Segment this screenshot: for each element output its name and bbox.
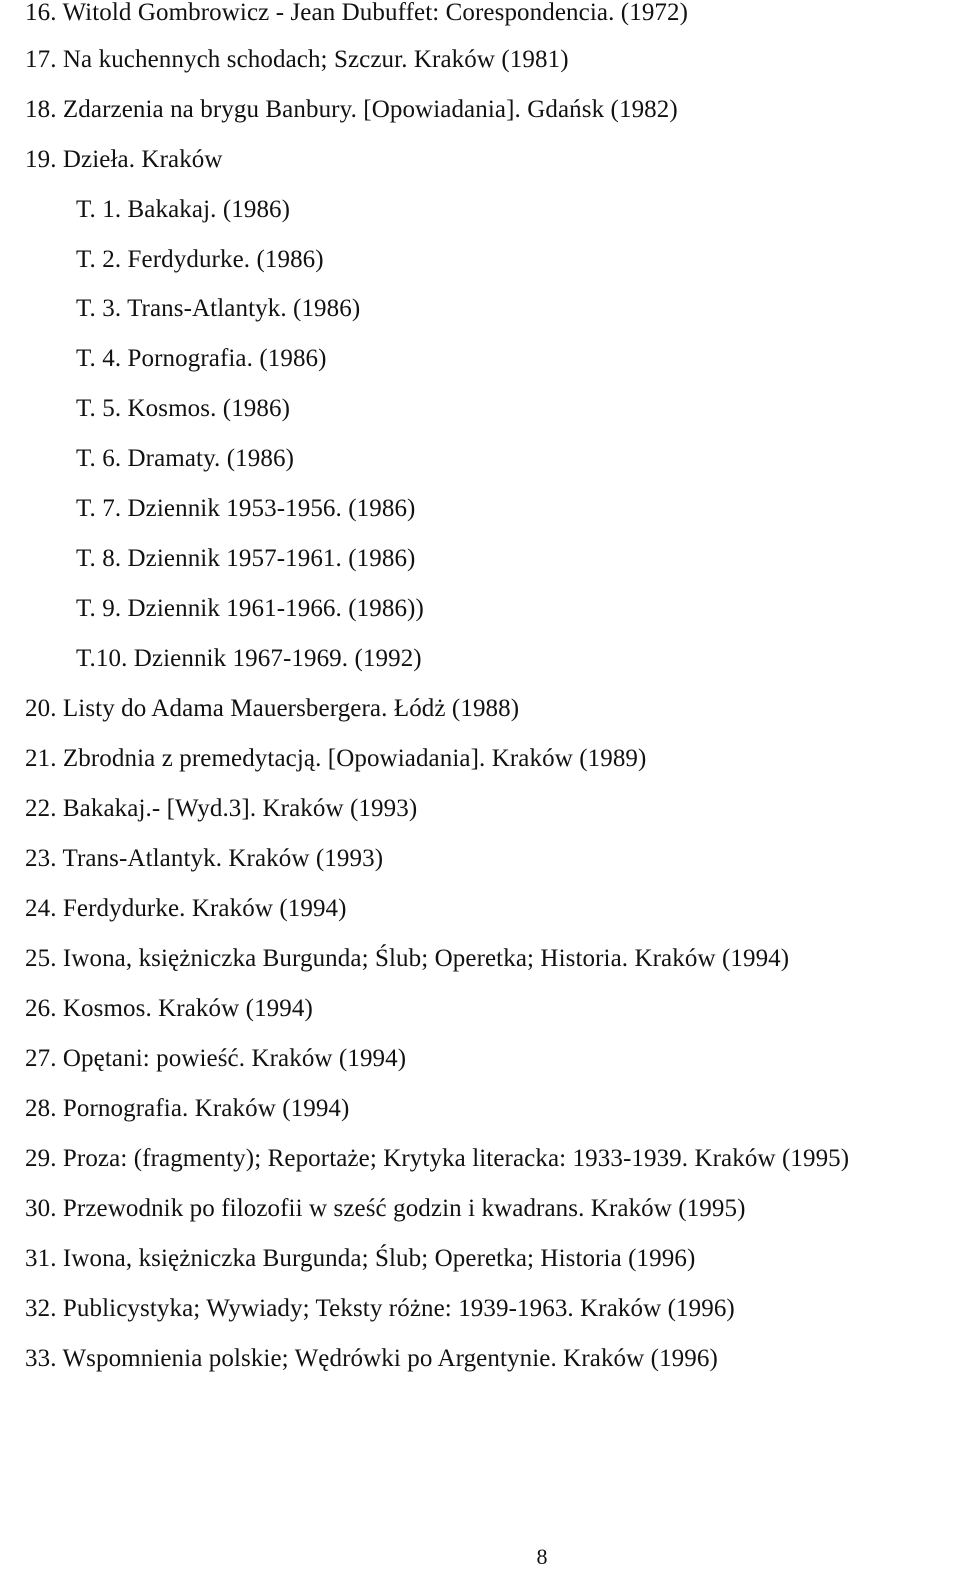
bibliography-entry: 16. Witold Gombrowicz - Jean Dubuffet: Corespondencia. (1972) [25,0,689,26]
bibliography-entry: 24. Ferdydurke. Kraków (1994) [25,895,347,922]
bibliography-subentry: T. 2. Ferdydurke. (1986) [76,246,324,273]
bibliography-entry: 25. Iwona, księżniczka Burgunda; Ślub; Operetka; Historia. Kraków (1994) [25,945,790,972]
bibliography-entry: 17. Na kuchennych schodach; Szczur. Kraków (1981) [25,46,569,73]
bibliography-subentry: T.10. Dziennik 1967-1969. (1992) [76,645,422,672]
bibliography-subentry: T. 6. Dramaty. (1986) [76,445,295,472]
bibliography-entry: 29. Proza: (fragmenty); Reportaże; Krytyka literacka: 1933-1939. Kraków (1995) [25,1145,850,1172]
page-number: 8 [536,1544,548,1569]
bibliography-entry: 19. Dzieła. Kraków [25,146,223,173]
bibliography-subentry: T. 5. Kosmos. (1986) [76,395,291,422]
bibliography-subentry: T. 1. Bakakaj. (1986) [76,196,291,223]
bibliography-entry: 23. Trans-Atlantyk. Kraków (1993) [25,845,384,872]
bibliography-subentry: T. 8. Dziennik 1957-1961. (1986) [76,545,416,572]
bibliography-subentry: T. 7. Dziennik 1953-1956. (1986) [76,495,416,522]
bibliography-entry: 26. Kosmos. Kraków (1994) [25,995,313,1022]
bibliography-entry: 27. Opętani: powieść. Kraków (1994) [25,1045,407,1072]
bibliography-entry: 32. Publicystyka; Wywiady; Teksty różne: 1939-1963. Kraków (1996) [25,1295,735,1322]
bibliography-subentry: T. 9. Dziennik 1961-1966. (1986)) [76,595,424,622]
bibliography-entry: 22. Bakakaj.- [Wyd.3]. Kraków (1993) [25,795,418,822]
bibliography-entry: 21. Zbrodnia z premedytacją. [Opowiadania]. Kraków (1989) [25,745,647,772]
bibliography-entry: 30. Przewodnik po filozofii w sześć godzin i kwadrans. Kraków (1995) [25,1195,746,1222]
bibliography-entry: 20. Listy do Adama Mauersbergera. Łódż (1988) [25,695,520,722]
bibliography-entry: 18. Zdarzenia na brygu Banbury. [Opowiadania]. Gdańsk (1982) [25,96,678,123]
bibliography-subentry: T. 3. Trans-Atlantyk. (1986) [76,295,361,322]
bibliography-entry: 31. Iwona, księżniczka Burgunda; Ślub; Operetka; Historia (1996) [25,1245,696,1272]
bibliography-subentry: T. 4. Pornografia. (1986) [76,345,327,372]
bibliography-entry: 33. Wspomnienia polskie; Wędrówki po Argentynie. Kraków (1996) [25,1345,718,1372]
bibliography-entry: 28. Pornografia. Kraków (1994) [25,1095,350,1122]
